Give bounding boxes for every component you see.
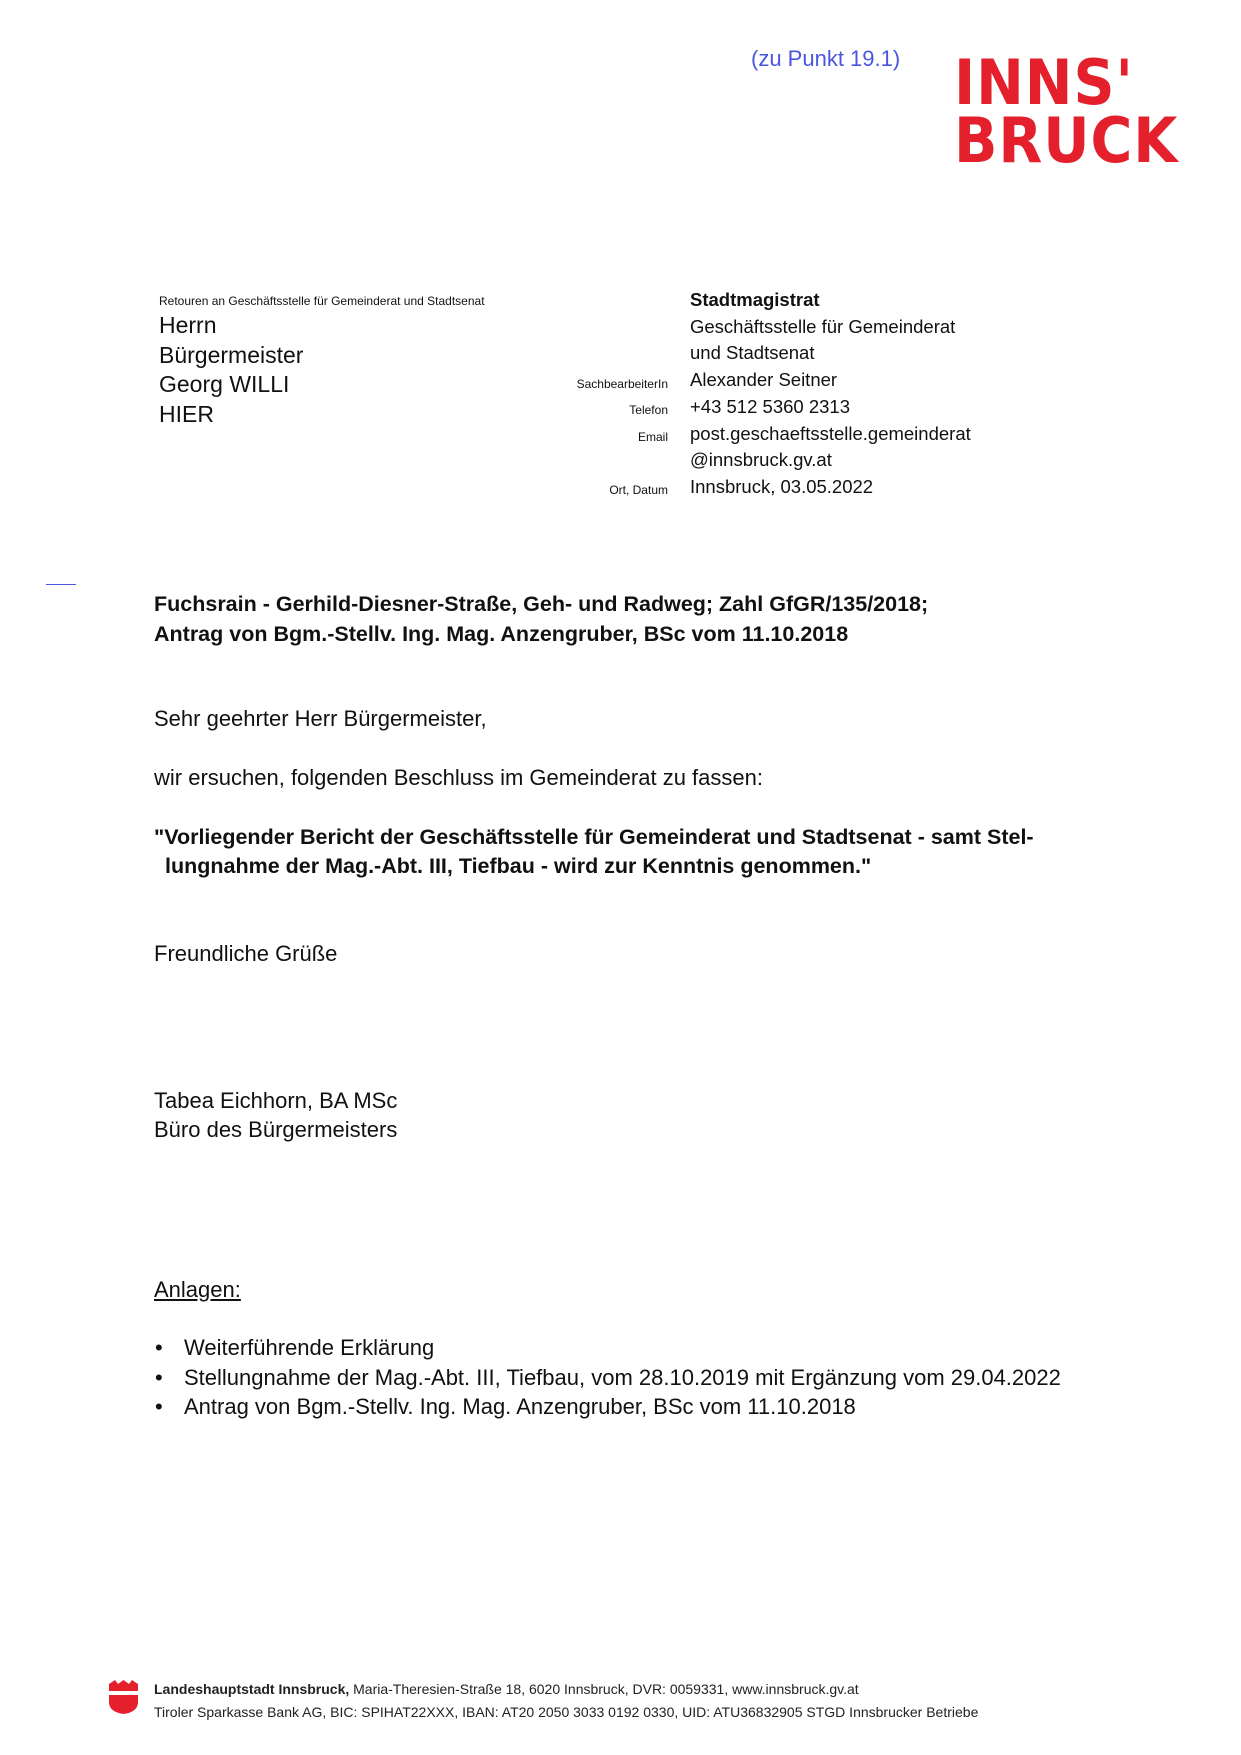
logo-line-1: INNS' bbox=[954, 46, 1134, 119]
footer-line-1 bbox=[154, 1678, 978, 1701]
subject bbox=[154, 590, 928, 649]
sender-dept: Geschäftsstelle für Gemeinderat bbox=[690, 315, 956, 337]
subject-line: Antrag von Bgm.-Stellv. Ing. Mag. Anzengruber, BSc vom 11.10.2018 bbox=[154, 621, 849, 646]
request-text: wir ersuchen, folgenden Beschluss im Gemeinderat zu fassen: bbox=[154, 765, 763, 790]
innsbruck-logo bbox=[954, 46, 1192, 177]
clerk-label: SachbearbeiterIn bbox=[576, 377, 668, 391]
sender-details bbox=[690, 287, 971, 501]
recipient-address bbox=[159, 311, 303, 429]
agenda-reference: (zu Punkt 19.1) bbox=[751, 46, 901, 71]
fold-mark bbox=[46, 584, 76, 585]
signer-office: Büro des Bürgermeisters bbox=[154, 1117, 398, 1142]
closing: Freundliche Grüße bbox=[154, 941, 338, 966]
list-item: • Stellungnahme der Mag.-Abt. III, Tiefbau, vom 28.10.2019 mit Ergänzung vom 29.04.2022 bbox=[154, 1363, 1061, 1393]
signature-block bbox=[154, 1086, 397, 1144]
place-date: Innsbruck, 03.05.2022 bbox=[690, 475, 874, 497]
footer-org: Landeshauptstadt Innsbruck, bbox=[154, 1681, 350, 1697]
subject-line: Fuchsrain - Gerhild-Diesner-Straße, Geh- und Radweg; Zahl GfGR/135/2018; bbox=[154, 592, 929, 616]
footer-line-2: Tiroler Sparkasse Bank AG, BIC: SPIHAT22XXX, IBAN: AT20 2050 3033 0192 0330, UID: ATU36832905 STGD Innsbrucker Betriebe bbox=[154, 1704, 979, 1720]
email-address: post.geschaeftsstelle.gemeinderat bbox=[690, 422, 971, 444]
logo-line-2: BRUCK bbox=[954, 104, 1179, 177]
phone-label: Telefon bbox=[629, 403, 668, 417]
recipient-line: Herrn bbox=[159, 312, 217, 338]
list-item: • Antrag von Bgm.-Stellv. Ing. Mag. Anzengruber, BSc vom 11.10.2018 bbox=[154, 1392, 1061, 1422]
footer-address: Maria-Theresien-Straße 18, 6020 Innsbruck, DVR: 0059331, www.innsbruck.gv.at bbox=[349, 1681, 859, 1697]
list-item: • Weiterführende Erklärung bbox=[154, 1333, 1061, 1363]
resolution-line: "Vorliegender Bericht der Geschäftsstelle für Gemeinderat und Stadtsenat - samt Stel- bbox=[154, 825, 1034, 849]
sender-org: Stadtmagistrat bbox=[690, 289, 820, 310]
recipient-line: Bürgermeister bbox=[159, 341, 304, 368]
attachments-title: Anlagen: bbox=[154, 1277, 241, 1302]
recipient-line: Georg WILLI bbox=[159, 371, 290, 397]
resolution bbox=[154, 823, 1034, 881]
signer-name: Tabea Eichhorn, BA MSc bbox=[154, 1088, 398, 1113]
phone-number: +43 512 5360 2313 bbox=[690, 395, 850, 417]
salutation: Sehr geehrter Herr Bürgermeister, bbox=[154, 706, 487, 731]
attachments-list bbox=[154, 1333, 1061, 1422]
clerk-name: Alexander Seitner bbox=[690, 369, 838, 391]
returns-line: Retouren an Geschäftsstelle für Gemeinderat und Stadtsenat bbox=[159, 294, 485, 308]
city-emblem-icon bbox=[109, 1680, 138, 1714]
email-label: Email bbox=[637, 430, 668, 444]
email-address: @innsbruck.gv.at bbox=[690, 449, 832, 471]
recipient-line: HIER bbox=[159, 400, 214, 427]
footer bbox=[154, 1678, 978, 1724]
resolution-line: lungnahme der Mag.-Abt. III, Tiefbau - wird zur Kenntnis genommen." bbox=[165, 854, 872, 878]
sender-dept: und Stadtsenat bbox=[690, 342, 815, 364]
place-date-label: Ort, Datum bbox=[609, 483, 668, 497]
